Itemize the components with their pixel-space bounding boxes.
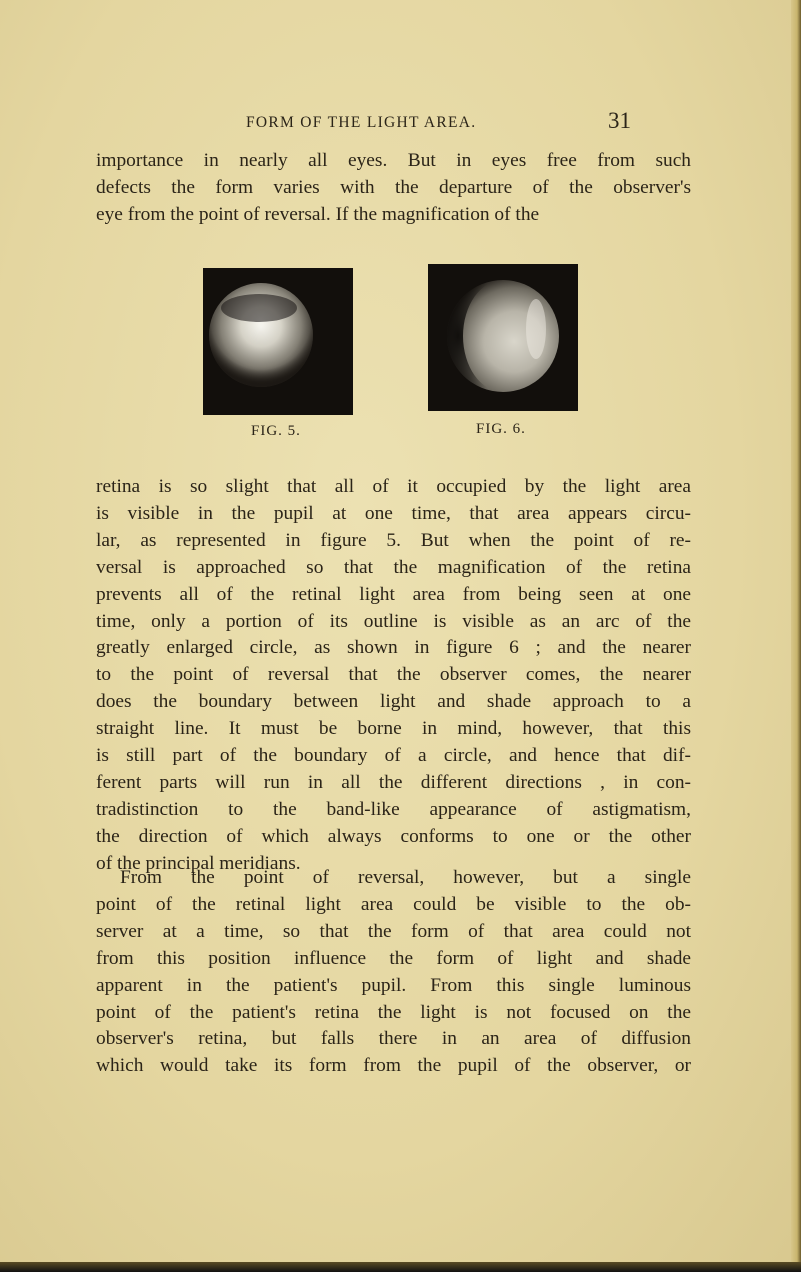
figure-6-caption: FIG. 6. xyxy=(476,421,526,437)
text-line: is still part of the boundary of a circle, and hence that dif- xyxy=(96,745,691,767)
page-header xyxy=(0,108,801,138)
text-line: apparent in the patient's pupil. From this single luminous xyxy=(96,974,691,996)
text-line: prevents all of the retinal light area from being seen at one xyxy=(96,583,691,605)
text-line: From the point of reversal, however, but a single xyxy=(120,867,691,888)
text-line: ferent parts will run in all the different directions , in con- xyxy=(96,771,691,793)
text-line: point of the retinal light area could be visible to the ob- xyxy=(96,893,691,915)
page-number: 31 xyxy=(608,108,631,133)
text-line: to the point of reversal that the observer comes, the nearer xyxy=(96,664,691,686)
text-line: greatly enlarged circle, as shown in figure 6 ; and the nearer xyxy=(96,637,691,659)
light-area-circle-illustration xyxy=(203,268,353,415)
figure-5-caption: FIG. 5. xyxy=(251,423,301,439)
text-line: retina is so slight that all of it occupied by the light area xyxy=(96,476,691,497)
text-line: point of the patient's retina the light is not focused on the xyxy=(96,1001,691,1023)
text-line: of the principal meridians. xyxy=(96,852,301,874)
text-line: is visible in the pupil at one time, that area appears circu- xyxy=(96,502,691,524)
figure-5-image xyxy=(203,268,353,415)
text-line: from this position influence the form of light and shade xyxy=(96,947,691,969)
text-line: importance in nearly all eyes. But in eyes free from such xyxy=(96,150,691,171)
running-head: FORM OF THE LIGHT AREA. xyxy=(246,114,477,131)
text-line: observer's retina, but falls there in an area of diffusion xyxy=(96,1028,691,1050)
text-line: server at a time, so that the form of that area could not xyxy=(96,920,691,942)
text-line: the direction of which always conforms to one or the other xyxy=(96,825,691,847)
paragraph xyxy=(96,865,691,1080)
text-line: eye from the point of reversal. If the magnification of the xyxy=(96,203,540,225)
text-line: which would take its form from the pupil of the observer, or xyxy=(96,1055,691,1077)
text-line: time, only a portion of its outline is visible as an arc of the xyxy=(96,610,691,632)
light-area-arc-illustration xyxy=(428,264,578,411)
text-line: tradistinction to the band-like appearance of astigmatism, xyxy=(96,798,691,820)
paragraph xyxy=(96,148,691,229)
text-line: lar, as represented in figure 5. But when the point of re- xyxy=(96,529,691,551)
paragraph xyxy=(96,474,691,878)
page-edge-shadow xyxy=(791,0,801,1272)
text-line: straight line. It must be borne in mind, however, that this xyxy=(96,718,691,740)
text-line: versal is approached so that the magnification of the retina xyxy=(96,556,691,578)
text-line: defects the form varies with the departure of the observer's xyxy=(96,176,691,198)
text-line: does the boundary between light and shade approach to a xyxy=(96,691,691,713)
figure-6-image xyxy=(428,264,578,411)
page-bottom-shadow xyxy=(0,1262,801,1272)
